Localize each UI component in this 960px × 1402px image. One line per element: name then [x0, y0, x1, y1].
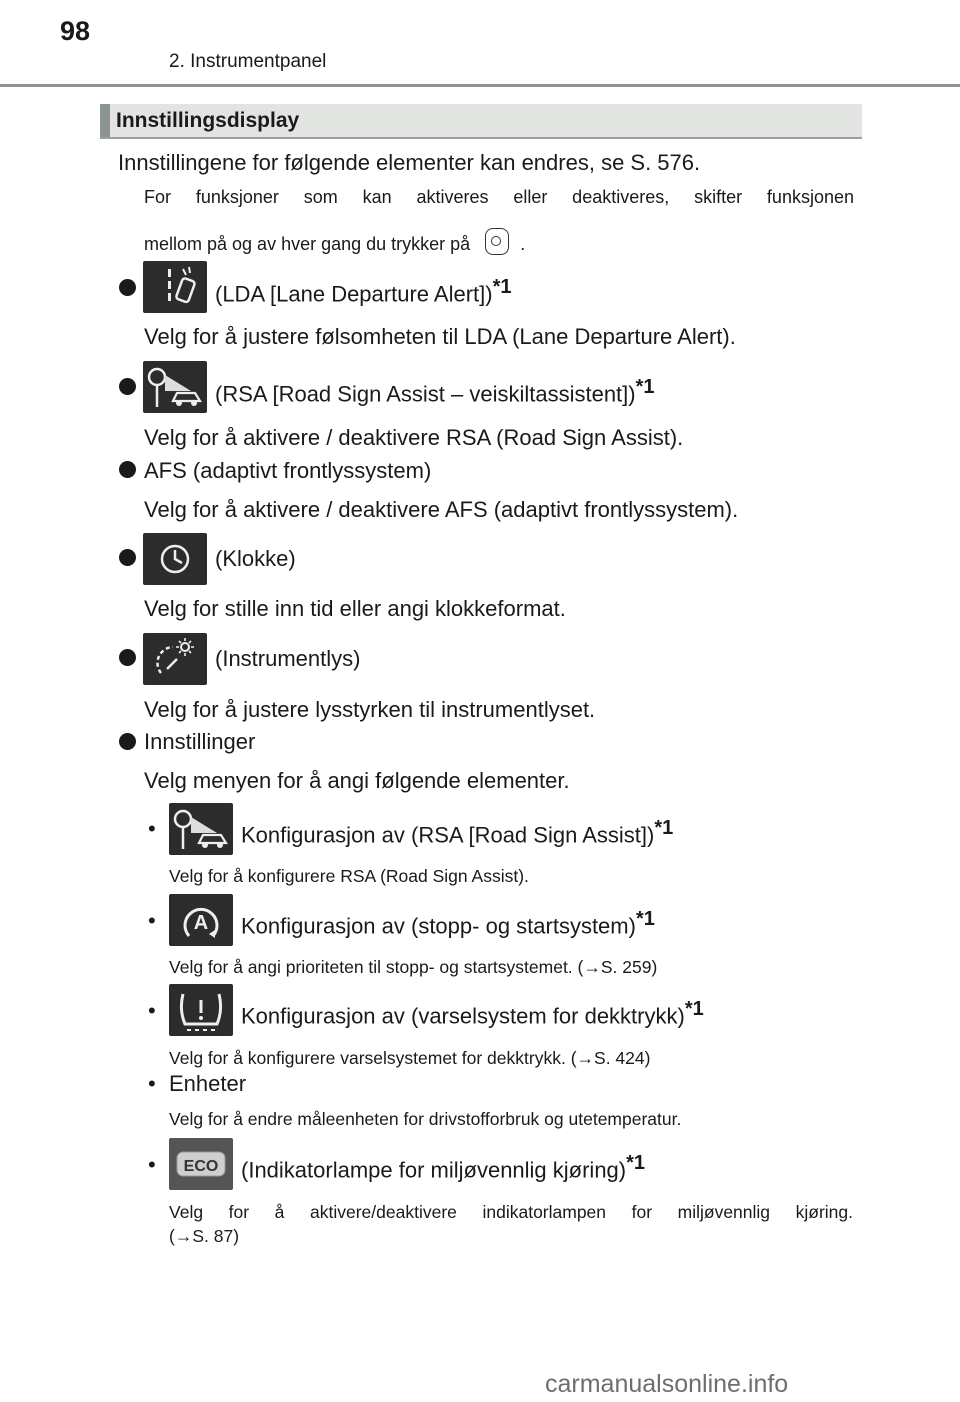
- sub-item-label: Konfigurasjon av (stopp- og startsystem): [241, 913, 636, 939]
- settings-button-icon: [485, 228, 509, 255]
- item-instrument-light-label: (Instrumentlys): [215, 646, 361, 671]
- stop-start-icon: [169, 894, 233, 946]
- item-lda-desc: Velg for å justere følsomheten til LDA (Lane Departure Alert).: [144, 324, 736, 349]
- sub-item-eco-desc-line2: (→S. 87): [169, 1226, 240, 1246]
- rsa-config-icon: [169, 803, 233, 855]
- item-label: (LDA [Lane Departure Alert]): [215, 281, 493, 307]
- bullet-dot: [119, 549, 136, 566]
- tire-pressure-icon: [169, 984, 233, 1036]
- lda-icon: [143, 261, 207, 313]
- item-settings-label: Innstillinger: [144, 729, 256, 754]
- footnote-marker: *1: [626, 1152, 646, 1174]
- sub-item-eco-label: [241, 1152, 645, 1183]
- item-settings-desc: Velg menyen for å angi følgende elementer.: [144, 768, 570, 793]
- sub-item-label: Konfigurasjon av (RSA [Road Sign Assist]): [241, 822, 655, 848]
- sub-item-tire-pressure-desc: Velg for å konfigurere varselsystemet for dekktrykk. (→S. 424): [169, 1048, 651, 1068]
- footnote-marker: *1: [492, 276, 512, 298]
- sub-bullet: •: [148, 816, 156, 841]
- sub-item-rsa-label: [241, 817, 673, 848]
- sub-item-units-label: Enheter: [169, 1071, 247, 1096]
- item-lda-label: [215, 276, 512, 307]
- instrument-light-icon: [143, 633, 207, 685]
- bullet-dot: [119, 461, 136, 478]
- clock-icon: [143, 533, 207, 585]
- rsa-icon: [143, 361, 207, 413]
- sub-item-label: (Indikatorlampe for miljøvennlig kjøring): [241, 1157, 627, 1183]
- item-clock-label: (Klokke): [215, 546, 296, 571]
- intro-note-text: mellom på og av hver gang du trykker på: [144, 234, 471, 254]
- eco-icon: [169, 1138, 233, 1190]
- footnote-marker: *1: [654, 817, 674, 839]
- item-rsa-desc: Velg for å aktivere / deaktivere RSA (Road Sign Assist).: [144, 425, 684, 450]
- bullet-dot: [119, 733, 136, 750]
- section-title: Innstillingsdisplay: [116, 109, 300, 132]
- sub-item-label: Konfigurasjon av (varselsystem for dekktrykk): [241, 1003, 685, 1029]
- intro-note-line2: [144, 228, 525, 255]
- sub-bullet: •: [148, 1071, 156, 1096]
- bullet-dot: [119, 279, 136, 296]
- intro-note-line1: For funksjoner som kan aktiveres eller deaktiveres, skifter funksjonen: [144, 187, 854, 207]
- item-rsa-label: [215, 376, 655, 407]
- item-clock-desc: Velg for stille inn tid eller angi klokkeformat.: [144, 596, 566, 621]
- header-rule: [0, 84, 960, 87]
- section-header: [100, 104, 862, 139]
- footnote-marker: *1: [635, 908, 655, 930]
- sub-bullet: •: [148, 908, 156, 933]
- item-label: (RSA [Road Sign Assist – veiskiltassistent]): [215, 381, 636, 407]
- item-instrument-light-desc: Velg for å justere lysstyrken til instrumentlyset.: [144, 697, 596, 722]
- watermark-text: carmanualsonline.info: [545, 1370, 789, 1398]
- sub-item-eco-desc-line1: Velg for å aktivere/deaktivere indikatorlampen for miljøvennlig kjøring.: [169, 1202, 853, 1222]
- sub-item-rsa-desc: Velg for å konfigurere RSA (Road Sign Assist).: [169, 866, 529, 886]
- bullet-dot: [119, 378, 136, 395]
- footnote-marker: *1: [635, 376, 655, 398]
- sub-item-tire-pressure-label: [241, 998, 704, 1029]
- svg-text:A: A: [193, 912, 209, 934]
- footnote-marker: *1: [684, 998, 704, 1020]
- sub-item-units-desc: Velg for å endre måleenheten for drivstofforbruk og utetemperatur.: [169, 1109, 682, 1129]
- sub-item-stop-start-desc: Velg for å angi prioriteten til stopp- og startsystemet. (→S. 259): [169, 957, 658, 977]
- chapter-title: 2. Instrumentpanel: [169, 51, 327, 72]
- sub-bullet: •: [148, 1152, 156, 1177]
- item-afs-label: AFS (adaptivt frontlyssystem): [144, 458, 432, 483]
- intro-text: Innstillingene for følgende elementer kan endres, se S. 576.: [118, 150, 701, 175]
- eco-icon-text: ECO: [183, 1158, 219, 1175]
- intro-note-end: .: [520, 234, 526, 254]
- item-afs-desc: Velg for å aktivere / deaktivere AFS (adaptivt frontlyssystem).: [144, 497, 739, 522]
- section-accent: [100, 104, 110, 137]
- sub-bullet: •: [148, 998, 156, 1023]
- page-number: 98: [60, 16, 91, 46]
- bullet-dot: [119, 649, 136, 666]
- sub-item-stop-start-label: [241, 908, 655, 939]
